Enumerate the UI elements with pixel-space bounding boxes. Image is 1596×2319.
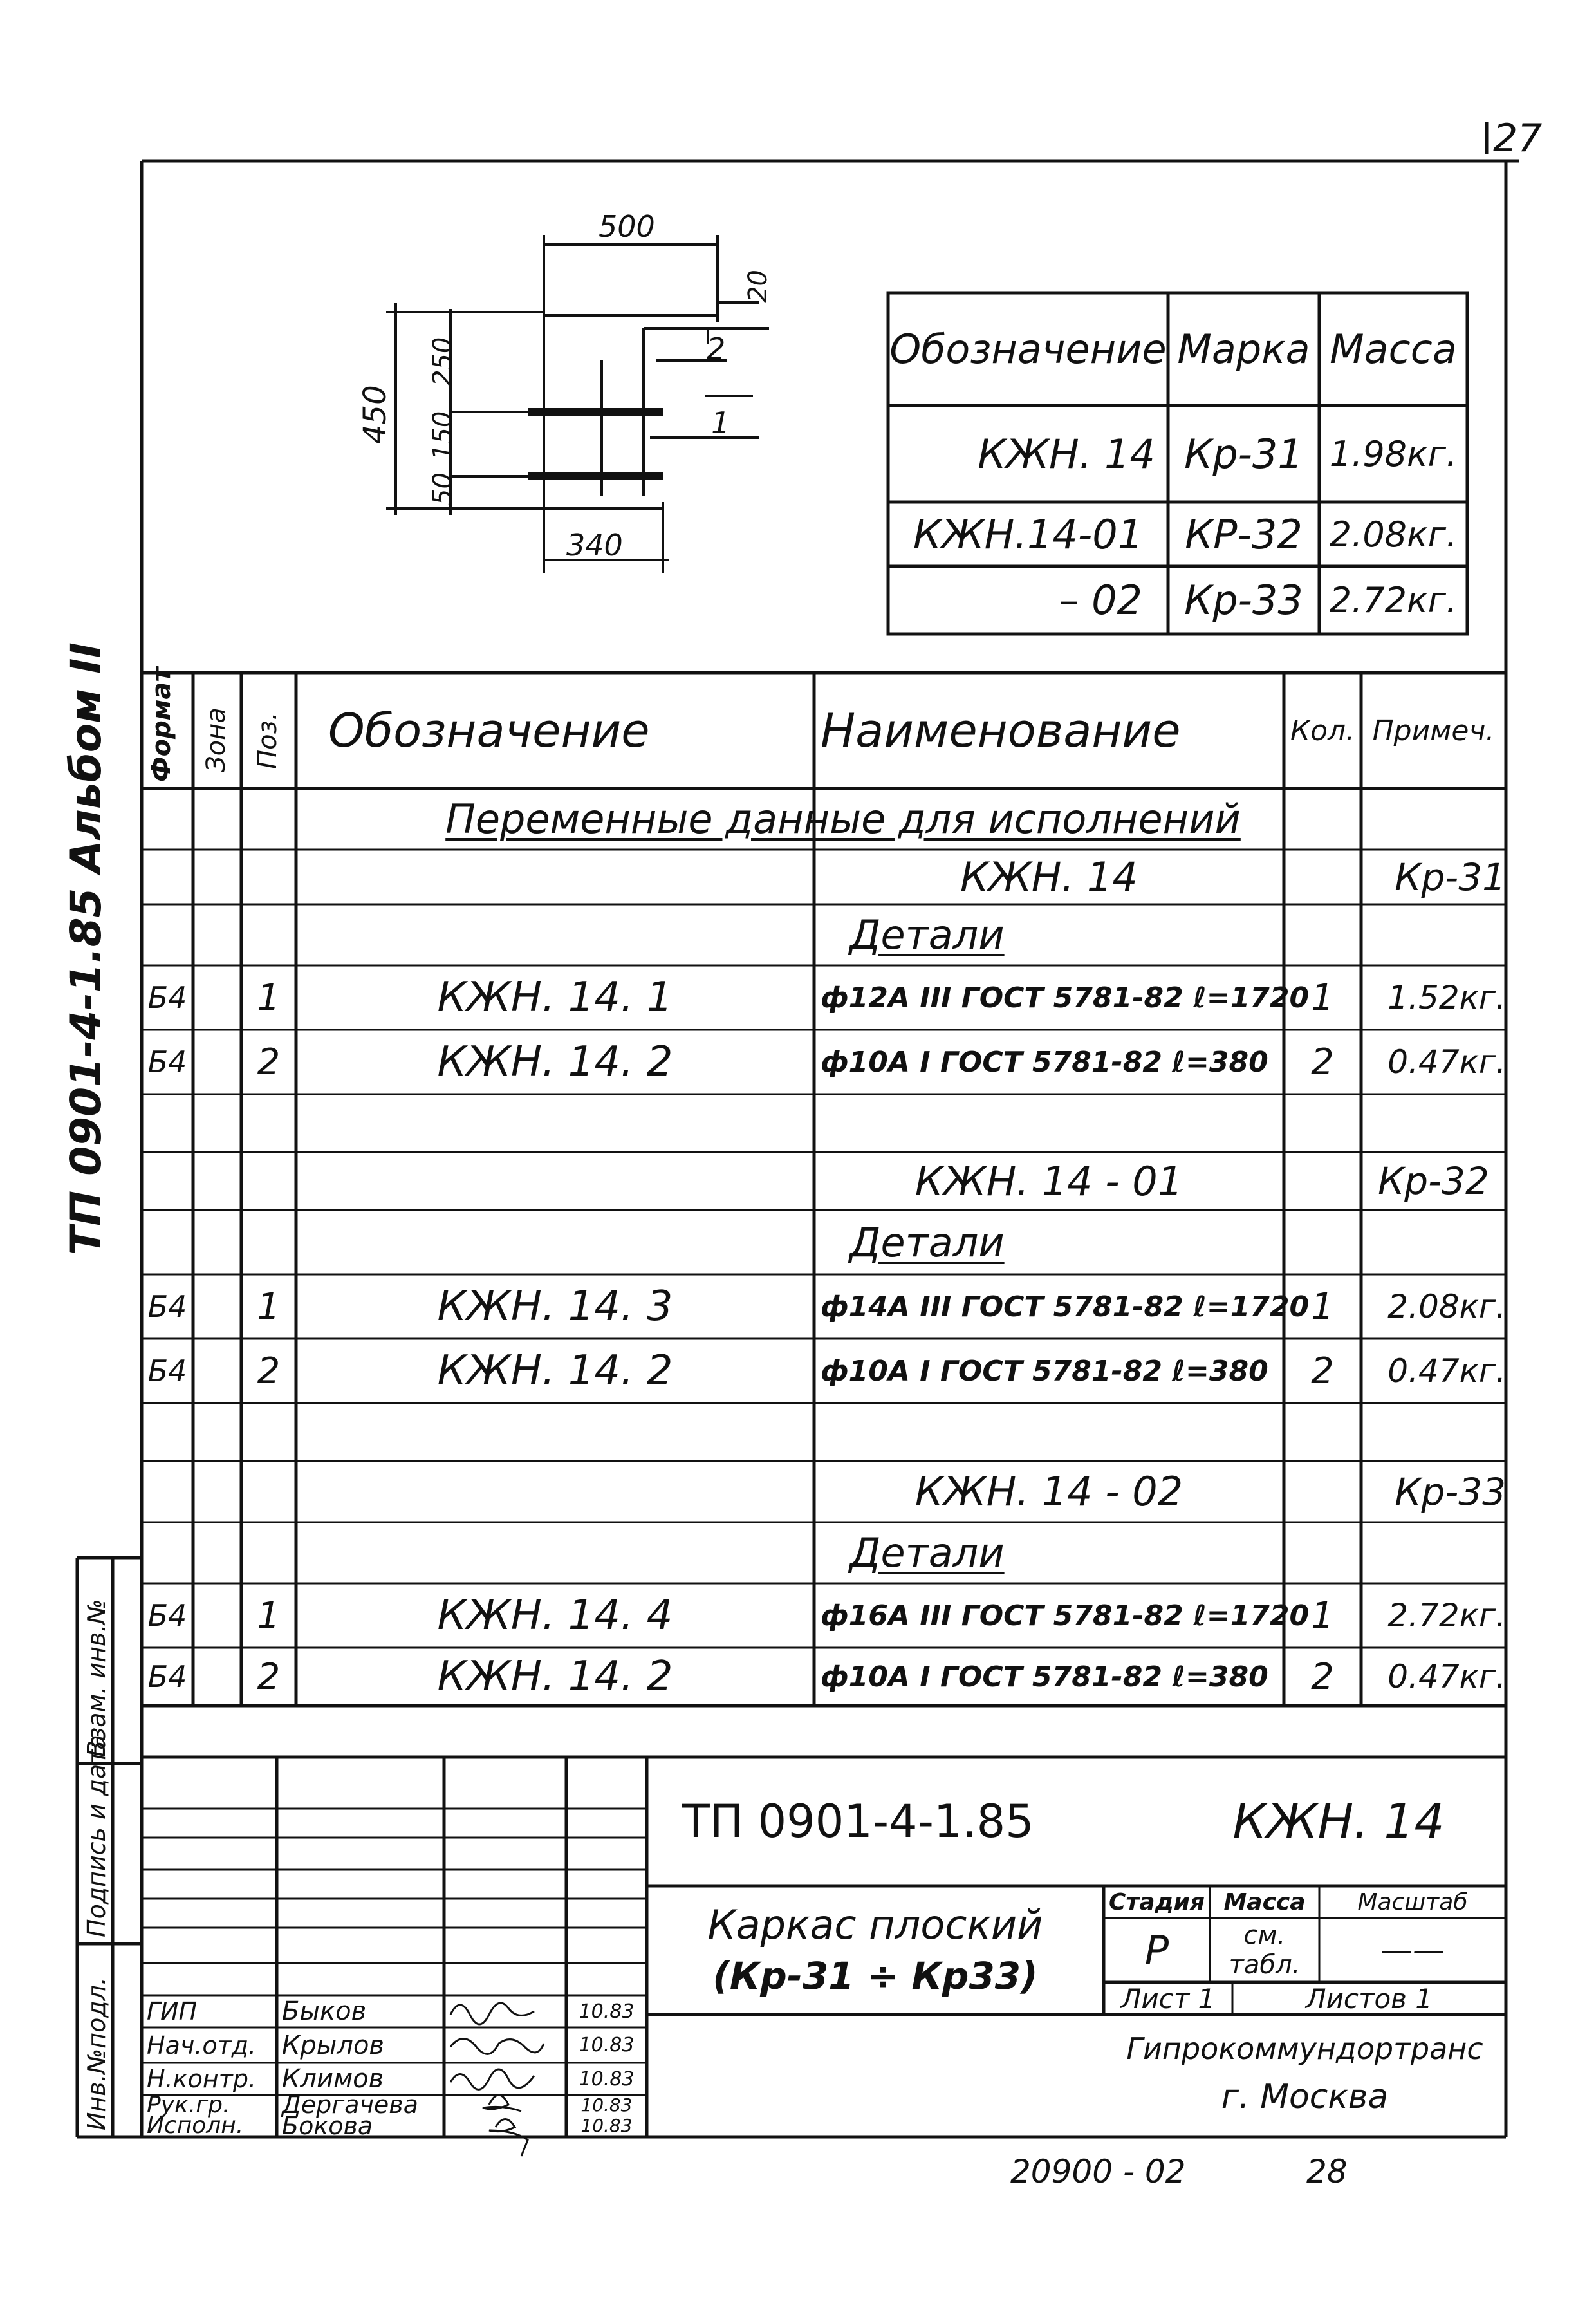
mass-table-row-1-mass: 1.98кг. bbox=[1329, 433, 1458, 474]
spec-row-1-name: КЖН. 14 bbox=[960, 853, 1138, 900]
spec-row-4-name: ф10А I ГОСТ 5781-82 ℓ=380 bbox=[821, 1045, 1268, 1079]
spec-row-1-note: Кр-31 bbox=[1395, 855, 1506, 899]
spec-row-9-format: Б4 bbox=[147, 1354, 187, 1388]
spec-row-13-note: 2.72кг. bbox=[1387, 1597, 1506, 1634]
mass-table-row-2-mark: КР-32 bbox=[1185, 510, 1303, 558]
spec-row-4-pos: 2 bbox=[257, 1041, 281, 1083]
sheet-number: Лист 1 bbox=[1120, 1982, 1216, 2015]
dim-450: 450 bbox=[357, 385, 393, 444]
mass-table-row-1-mark: Кр-31 bbox=[1184, 430, 1303, 478]
title-name-line1: Каркас плоский bbox=[707, 1901, 1043, 1948]
spec-header-designation: Обозначение bbox=[328, 703, 650, 758]
spec-row-4-format: Б4 bbox=[147, 1045, 187, 1079]
organization-name: Гипрокоммундортранс bbox=[1126, 2031, 1483, 2066]
mass-value: см. табл. bbox=[1229, 1921, 1301, 1980]
mass-table-row-2-designation: КЖН.14-01 bbox=[913, 510, 1144, 558]
title-name-line2: (Кр-31 ÷ Кр33) bbox=[712, 1954, 1038, 1998]
spec-row-4-designation: КЖН. 14. 2 bbox=[437, 1038, 673, 1086]
spec-row-3-name: ф12А III ГОСТ 5781-82 ℓ=1720 bbox=[821, 981, 1310, 1014]
spec-row-8-pos: 1 bbox=[257, 1285, 281, 1328]
spec-row-9-name: ф10А I ГОСТ 5781-82 ℓ=380 bbox=[821, 1354, 1268, 1388]
spec-row-12-name: Детали bbox=[849, 1529, 1005, 1576]
spec-row-3-designation: КЖН. 14. 1 bbox=[437, 974, 673, 1021]
spec-row-8-format: Б4 bbox=[147, 1289, 187, 1324]
scale-value: —— bbox=[1380, 1932, 1445, 1969]
spec-section-title: Переменные данные для исполнений bbox=[445, 796, 1241, 843]
spec-row-3-note: 1.52кг. bbox=[1387, 979, 1506, 1016]
spec-row-11-name: КЖН. 14 - 02 bbox=[914, 1468, 1183, 1515]
signature-role-1: ГИП bbox=[147, 1997, 198, 2026]
spec-row-3-qty: 1 bbox=[1311, 976, 1334, 1019]
scale-label: Масштаб bbox=[1357, 1888, 1468, 1915]
signature-role-3: Н.контр. bbox=[147, 2065, 257, 2093]
stamp-inv-orig: Инв.№подл. bbox=[82, 1977, 111, 2130]
spec-header-zone: Зона bbox=[201, 707, 231, 772]
mass-table-header-mass: Масса bbox=[1330, 326, 1457, 373]
signature-role-2: Нач.отд. bbox=[147, 2031, 257, 2060]
signature-name-3: Климов bbox=[282, 2064, 384, 2094]
spec-row-8-qty: 1 bbox=[1311, 1285, 1334, 1328]
spec-row-6-note: Кр-32 bbox=[1378, 1159, 1489, 1203]
spec-row-3-pos: 1 bbox=[257, 976, 281, 1019]
mass-table-row-3-mass: 2.72кг. bbox=[1329, 580, 1458, 620]
dim-50: 50 bbox=[428, 472, 458, 505]
spec-row-8-note: 2.08кг. bbox=[1387, 1288, 1506, 1325]
spec-row-6-name: КЖН. 14 - 01 bbox=[914, 1157, 1183, 1205]
stage-value: Р bbox=[1144, 1926, 1169, 1974]
spec-row-4-note: 0.47кг. bbox=[1387, 1043, 1506, 1081]
order-number: 20900 - 02 bbox=[1010, 2153, 1186, 2190]
signature-name-4: Дергачева bbox=[282, 2091, 418, 2119]
spec-row-14-name: ф10А I ГОСТ 5781-82 ℓ=380 bbox=[821, 1660, 1268, 1693]
mass-label: Масса bbox=[1223, 1888, 1306, 1915]
mass-table-header-mark: Марка bbox=[1177, 326, 1310, 373]
spec-row-11-note: Кр-33 bbox=[1395, 1469, 1506, 1514]
stamp-sign-date: Подпись и дата bbox=[82, 1735, 111, 1937]
spec-header-format: Формат bbox=[147, 667, 176, 782]
spec-row-9-qty: 2 bbox=[1311, 1350, 1334, 1392]
spec-row-14-designation: КЖН. 14. 2 bbox=[437, 1653, 673, 1700]
spec-row-13-name: ф16А III ГОСТ 5781-82 ℓ=1720 bbox=[821, 1599, 1310, 1632]
position-1-label: 1 bbox=[711, 405, 730, 440]
spec-row-9-pos: 2 bbox=[257, 1350, 281, 1392]
title-doc-mark: КЖН. 14 bbox=[1232, 1794, 1445, 1849]
signature-date-2: 10.83 bbox=[579, 2034, 635, 2056]
spec-row-2-name: Детали bbox=[849, 911, 1005, 958]
mass-table-row-3-mark: Кр-33 bbox=[1184, 577, 1303, 624]
signature-date-1: 10.83 bbox=[579, 2000, 635, 2023]
signature-name-2: Крылов bbox=[282, 2030, 384, 2060]
spec-row-14-qty: 2 bbox=[1311, 1655, 1334, 1698]
signature-name-1: Быков bbox=[282, 1997, 367, 2026]
spec-row-13-qty: 1 bbox=[1311, 1594, 1334, 1637]
mass-table-header-designation: Обозначение bbox=[889, 326, 1167, 373]
mass-table-row-1-designation: КЖН. 14 bbox=[978, 430, 1155, 478]
margin-code: ТП 0901-4-1.85 Альбом II bbox=[61, 642, 111, 1255]
spec-row-4-qty: 2 bbox=[1311, 1041, 1334, 1083]
spec-header-note: Примеч. bbox=[1372, 714, 1495, 747]
stage-label: Стадия bbox=[1109, 1888, 1205, 1915]
title-doc-code: ТП 0901-4-1.85 bbox=[682, 1795, 1034, 1848]
spec-row-9-designation: КЖН. 14. 2 bbox=[437, 1347, 673, 1395]
signature-date-5: 10.83 bbox=[580, 2115, 633, 2136]
mass-table-row-2-mass: 2.08кг. bbox=[1329, 514, 1458, 555]
spec-header-name: Наименование bbox=[821, 703, 1181, 758]
spec-row-9-note: 0.47кг. bbox=[1387, 1352, 1506, 1390]
signature-role-5: Исполн. bbox=[147, 2112, 244, 2139]
spec-row-14-format: Б4 bbox=[147, 1659, 187, 1694]
stamp-replace-inv: Взам. инв.№ bbox=[82, 1599, 111, 1757]
footer-page: 28 bbox=[1306, 2153, 1348, 2190]
position-2-label: 2 bbox=[707, 331, 726, 366]
signature-date-4: 10.83 bbox=[580, 2094, 633, 2116]
organization-city: г. Москва bbox=[1221, 2077, 1389, 2116]
signature-name-5: Бокова bbox=[282, 2111, 373, 2140]
spec-row-14-pos: 2 bbox=[257, 1655, 281, 1698]
spec-row-13-designation: КЖН. 14. 4 bbox=[437, 1592, 673, 1639]
dim-150: 150 bbox=[428, 411, 458, 460]
dim-250: 250 bbox=[428, 337, 458, 386]
spec-row-3-format: Б4 bbox=[147, 980, 187, 1015]
spec-row-13-pos: 1 bbox=[257, 1594, 281, 1637]
sheets-total: Листов 1 bbox=[1306, 1982, 1433, 2015]
signature-role-4: Рук.гр. bbox=[147, 2091, 230, 2118]
spec-row-7-name: Детали bbox=[849, 1218, 1005, 1266]
spec-row-13-format: Б4 bbox=[147, 1598, 187, 1633]
spec-header-qty: Кол. bbox=[1290, 714, 1355, 747]
mass-table-row-3-designation: – 02 bbox=[1059, 577, 1142, 624]
dim-340: 340 bbox=[566, 528, 623, 563]
spec-header-pos: Поз. bbox=[253, 712, 283, 769]
signature-date-3: 10.83 bbox=[579, 2067, 635, 2091]
spec-row-8-name: ф14А III ГОСТ 5781-82 ℓ=1720 bbox=[821, 1290, 1310, 1323]
spec-row-8-designation: КЖН. 14. 3 bbox=[437, 1283, 673, 1330]
page-number: 27 bbox=[1493, 116, 1543, 161]
spec-row-14-note: 0.47кг. bbox=[1387, 1658, 1506, 1695]
dim-500: 500 bbox=[598, 209, 655, 244]
dim-20: 20 bbox=[743, 270, 773, 303]
